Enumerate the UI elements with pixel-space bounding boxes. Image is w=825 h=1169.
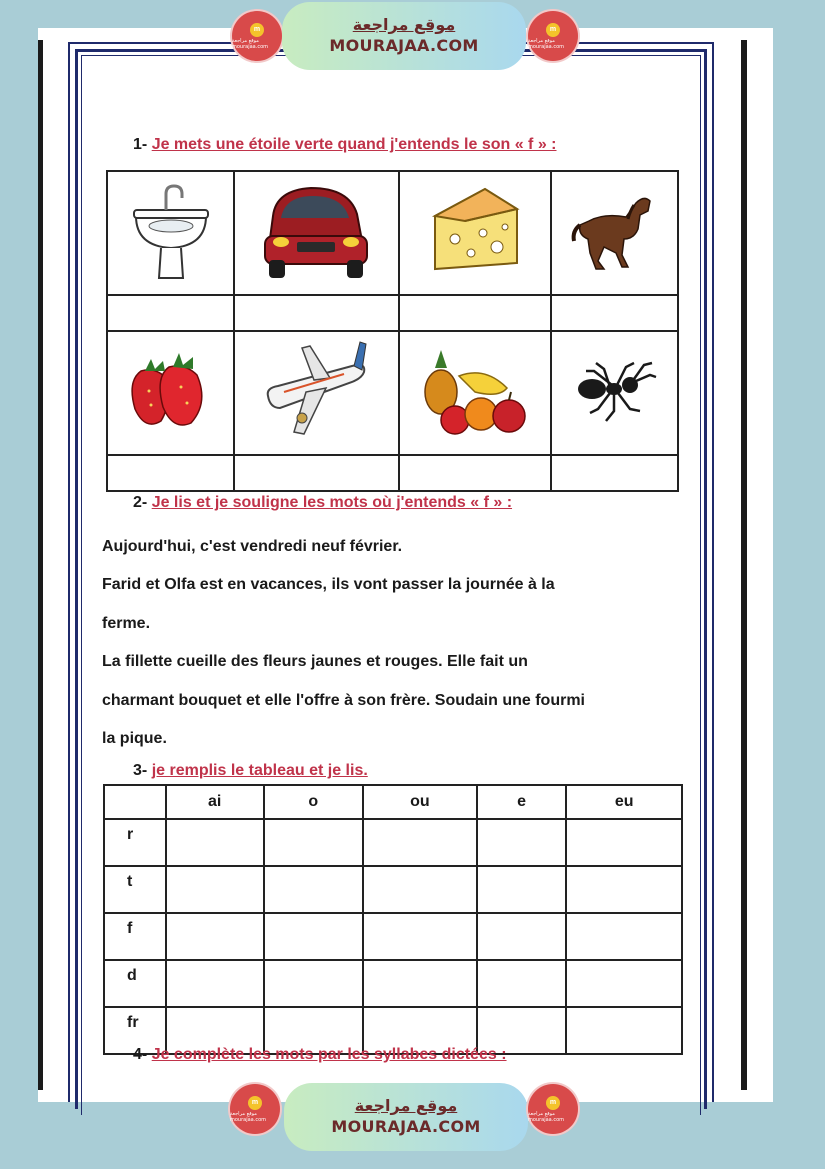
- answer-cell[interactable]: [166, 960, 264, 1007]
- table-header-row: [104, 785, 682, 819]
- answer-cell[interactable]: [264, 819, 364, 866]
- table-row: [104, 866, 682, 913]
- answer-cell[interactable]: [566, 819, 682, 866]
- logo-badge-top-right: m موقع مراجعة mourajaa.com: [528, 11, 578, 61]
- answer-cell[interactable]: [264, 913, 364, 960]
- section3-heading: 3- je remplis le tableau et je lis.: [133, 762, 368, 779]
- table-row: [104, 913, 682, 960]
- column-header: ou: [363, 785, 477, 819]
- site-banner-arabic: موقع مراجعة: [352, 15, 456, 34]
- paragraph-line: Farid et Olfa est en vacances, ils vont passer la journée à la: [102, 576, 555, 594]
- section4-heading: 4- Je complète les mots par les syllabes dictées :: [133, 1046, 507, 1063]
- cheese-icon: [425, 181, 525, 281]
- horse-icon: [564, 181, 664, 281]
- answer-cell[interactable]: [166, 913, 264, 960]
- answer-cell[interactable]: [566, 913, 682, 960]
- answer-cell[interactable]: [363, 960, 477, 1007]
- site-banner-url[interactable]: MOURAJAA.COM: [331, 1117, 481, 1136]
- grid-cell: [234, 331, 399, 455]
- answer-cell[interactable]: [363, 913, 477, 960]
- star-answer-cell[interactable]: [107, 295, 234, 331]
- airplane-icon: [256, 336, 376, 446]
- answer-cell[interactable]: [566, 960, 682, 1007]
- site-banner-bottom[interactable]: [284, 1083, 528, 1151]
- answer-cell[interactable]: [477, 866, 567, 913]
- answer-cell[interactable]: [363, 819, 477, 866]
- reading-paragraph: [102, 528, 692, 758]
- section1-heading: 1- Je mets une étoile verte quand j'entends le son « f » :: [133, 136, 557, 153]
- star-answer-cell[interactable]: [234, 295, 399, 331]
- column-header: eu: [566, 785, 682, 819]
- answer-cell[interactable]: [166, 866, 264, 913]
- answer-cell[interactable]: [477, 960, 567, 1007]
- row-header: f: [104, 913, 166, 960]
- answer-cell[interactable]: [264, 866, 364, 913]
- row-header: t: [104, 866, 166, 913]
- answer-cell[interactable]: [566, 866, 682, 913]
- site-banner-url[interactable]: MOURAJAA.COM: [329, 36, 479, 55]
- star-answer-cell[interactable]: [551, 295, 678, 331]
- frame-right-bar: [741, 40, 747, 1090]
- answer-cell[interactable]: [363, 866, 477, 913]
- strawberry-icon: [121, 341, 221, 441]
- answer-cell[interactable]: [166, 819, 264, 866]
- row-header: fr: [104, 1007, 166, 1054]
- column-header: [104, 785, 166, 819]
- paragraph-line: La fillette cueille des fleurs jaunes et rouges. Elle fait un: [102, 653, 528, 671]
- grid-cell: [107, 331, 234, 455]
- site-banner-top[interactable]: [282, 2, 526, 70]
- star-answer-cell[interactable]: [107, 455, 234, 491]
- sink-icon: [126, 176, 216, 286]
- star-answer-cell[interactable]: [399, 295, 551, 331]
- grid-cell: [234, 171, 399, 295]
- frame-left-bar: [38, 40, 43, 1090]
- answer-cell[interactable]: [477, 819, 567, 866]
- row-header: r: [104, 819, 166, 866]
- answer-cell[interactable]: [264, 960, 364, 1007]
- ant-icon: [564, 341, 664, 441]
- star-answer-cell[interactable]: [551, 455, 678, 491]
- grid-cell: [551, 171, 678, 295]
- logo-badge-bottom-left: m موقع مراجعة mourajaa.com: [230, 1084, 280, 1134]
- grid-cell: [107, 171, 234, 295]
- car-icon: [251, 176, 381, 286]
- logo-badge-top-left: m موقع مراجعة mourajaa.com: [232, 11, 282, 61]
- paragraph-line: Aujourd'hui, c'est vendredi neuf février.: [102, 538, 403, 555]
- grid-cell: [399, 171, 551, 295]
- paragraph-line: charmant bouquet et elle l'offre à son frère. Soudain une fourmi: [102, 691, 585, 709]
- site-banner-arabic: موقع مراجعة: [354, 1096, 458, 1115]
- table-row: [104, 960, 682, 1007]
- column-header: ai: [166, 785, 264, 819]
- paragraph-line: la pique.: [102, 730, 167, 748]
- star-answer-cell[interactable]: [399, 455, 551, 491]
- star-answer-cell[interactable]: [234, 455, 399, 491]
- column-header: e: [477, 785, 567, 819]
- syllable-table: [103, 784, 683, 1055]
- paragraph-line: ferme.: [102, 614, 151, 632]
- picture-grid: [106, 170, 679, 492]
- answer-cell[interactable]: [566, 1007, 682, 1054]
- logo-badge-bottom-right: m موقع مراجعة mourajaa.com: [528, 1084, 578, 1134]
- section2-heading: 2- Je lis et je souligne les mots où j'entends « f » :: [133, 494, 513, 511]
- grid-cell: [399, 331, 551, 455]
- row-header: d: [104, 960, 166, 1007]
- column-header: o: [264, 785, 364, 819]
- grid-cell: [551, 331, 678, 455]
- table-row: [104, 819, 682, 866]
- fruits-icon: [415, 336, 535, 446]
- answer-cell[interactable]: [477, 913, 567, 960]
